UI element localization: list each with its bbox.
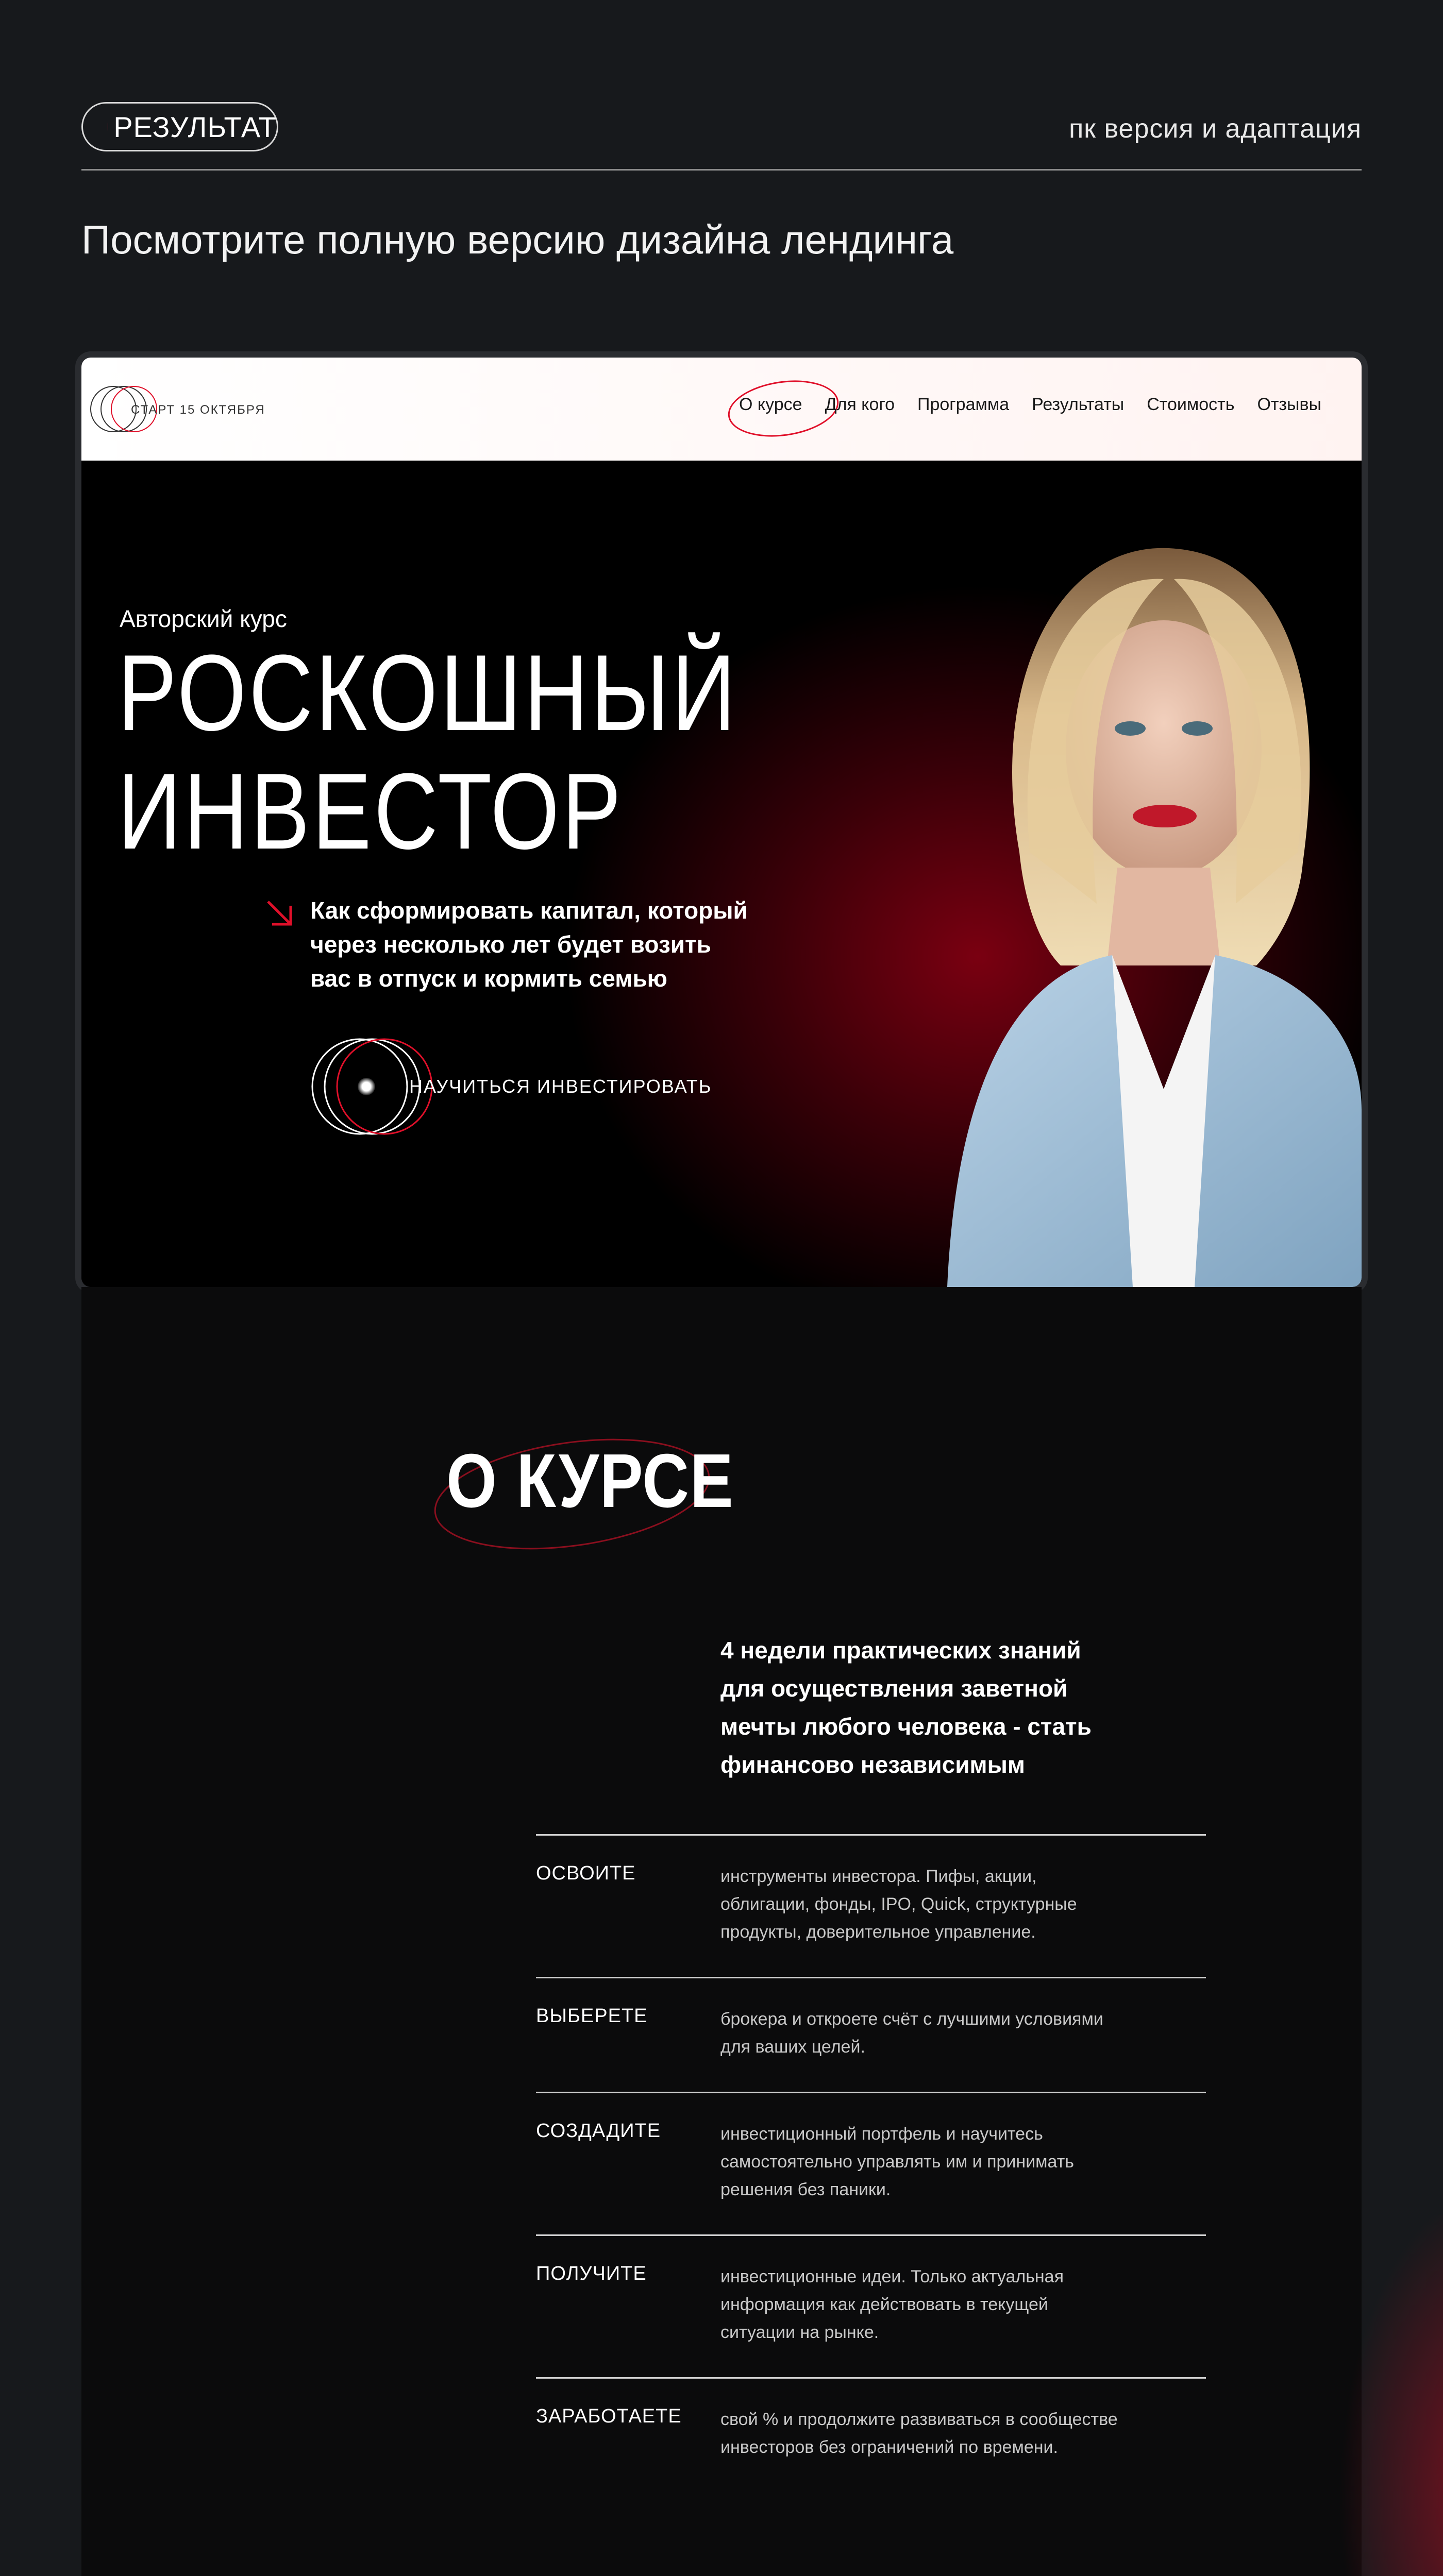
hero-title-line2: ИНВЕСТОР bbox=[118, 751, 624, 872]
nav-item-about[interactable]: О курсе bbox=[739, 395, 802, 414]
nav-item-reviews[interactable]: Отзывы bbox=[1257, 395, 1321, 414]
page-subtitle: Посмотрите полную версию дизайна лендинга bbox=[81, 217, 954, 262]
nav-item-for-whom[interactable]: Для кого bbox=[825, 395, 895, 414]
table-row bbox=[536, 1977, 1206, 2092]
table-row bbox=[536, 2092, 1206, 2234]
start-date-label: СТАРТ 15 ОКТЯБРЯ bbox=[131, 403, 265, 417]
row-value: инвестиционный портфель и научитесь самостоятельно управлять им и принимать решения без паники. bbox=[720, 2124, 1075, 2199]
row-key: ЗАРАБОТАЕТЕ bbox=[536, 2405, 682, 2427]
nav-item-price[interactable]: Стоимость bbox=[1147, 395, 1235, 414]
nav-item-program[interactable]: Программа bbox=[917, 395, 1010, 414]
table-row bbox=[536, 2234, 1206, 2377]
hero-kicker: Авторский курс bbox=[120, 605, 287, 632]
course-benefits-table bbox=[536, 1834, 1206, 2492]
mockup-navbar bbox=[81, 358, 1362, 461]
cta-learn-button[interactable]: НАУЧИТЬСЯ ИНВЕСТИРОВАТЬ bbox=[409, 1076, 712, 1097]
row-value: инвестиционные идеи. Только актуальная информация как действовать в текущей ситуации на рынке. bbox=[720, 2267, 1064, 2342]
cta-glow-dot bbox=[358, 1078, 375, 1095]
about-lead: 4 недели практических знаний для осуществления заветной мечты любого человека - стать финансово независимым bbox=[720, 1637, 1092, 1778]
hero-title-line1: РОСКОШНЫЙ bbox=[118, 632, 739, 753]
red-glow-decoration bbox=[1288, 2215, 1443, 2576]
table-row bbox=[536, 1834, 1206, 1977]
about-title: О КУРСЕ bbox=[446, 1438, 734, 1523]
result-badge bbox=[81, 102, 278, 151]
version-tag: пк версия и адаптация bbox=[1069, 114, 1362, 144]
nav-item-results[interactable]: Результаты bbox=[1032, 395, 1125, 414]
row-key: СОЗДАДИТЕ bbox=[536, 2120, 661, 2142]
landing-mockup-frame bbox=[81, 358, 1362, 1287]
row-value: инструменты инвестора. Пифы, акции, облигации, фонды, IPO, Quick, структурные продукты, доверительное управление. bbox=[720, 1867, 1077, 1942]
hero-description: Как сформировать капитал, который через несколько лет будет возить вас в отпуск и кормить семью bbox=[310, 897, 748, 992]
table-row bbox=[536, 2377, 1206, 2492]
row-value: свой % и продолжите развиваться в сообществе инвесторов без ограничений по времени. bbox=[720, 2410, 1118, 2457]
arrow-down-right-icon bbox=[265, 899, 294, 927]
result-badge-label: РЕЗУЛЬТАТ bbox=[113, 110, 277, 143]
row-value: брокера и откроете счёт с лучшими условиями для ваших целей. bbox=[720, 2009, 1103, 2057]
header-divider bbox=[81, 169, 1362, 171]
row-key: ОСВОИТЕ bbox=[536, 1862, 636, 1884]
nav-menu bbox=[739, 395, 1321, 415]
row-key: ВЫБЕРЕТЕ bbox=[536, 2005, 648, 2027]
hero-portrait-image bbox=[927, 461, 1362, 1287]
row-key: ПОЛУЧИТЕ bbox=[536, 2263, 647, 2284]
